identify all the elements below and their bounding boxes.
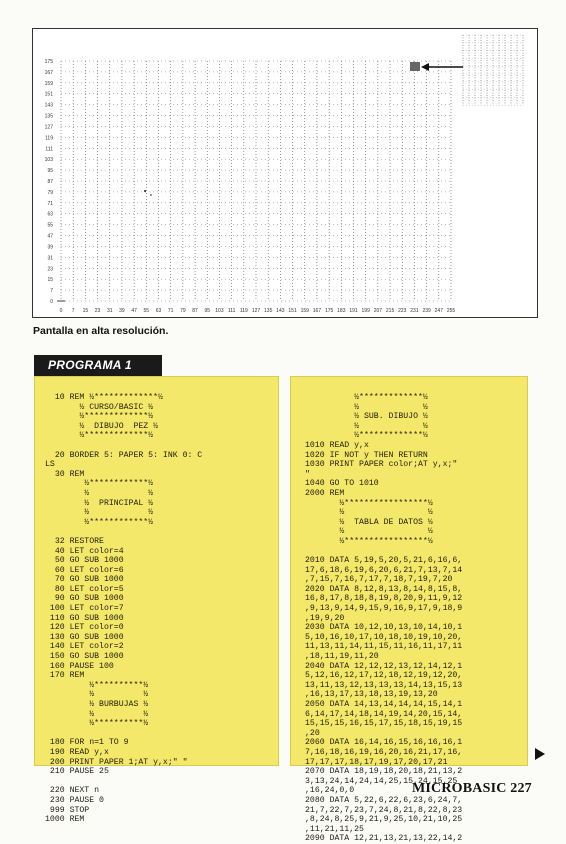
x-tick-label: 31: [106, 308, 113, 314]
x-tick-label: 223: [398, 308, 407, 314]
y-tick-label: 31: [47, 255, 53, 262]
y-tick-label: 151: [44, 91, 53, 98]
x-tick-label: 215: [385, 308, 395, 314]
coordinate-grid: [33, 29, 539, 319]
y-tick-label: 87: [47, 179, 53, 185]
x-tick-label: 39: [119, 308, 125, 314]
y-tick-label: 7: [50, 288, 53, 295]
page-footer: MICROBASIC 227: [412, 781, 532, 796]
x-tick-label: 231: [410, 308, 419, 314]
x-tick-label: 127: [251, 308, 261, 314]
code-listing-left: [34, 376, 279, 825]
x-tick-label: 79: [180, 308, 186, 314]
x-tick-label: 23: [94, 308, 101, 314]
y-tick-label: 15: [47, 277, 53, 284]
y-tick-label: 127: [44, 124, 53, 131]
y-tick-label: 167: [44, 69, 53, 76]
y-tick-label: 119: [45, 135, 53, 142]
highlighted-pixel: [410, 62, 420, 71]
x-tick-label: 207: [373, 308, 383, 314]
y-tick-label: 0: [50, 299, 53, 305]
x-tick-label: 247: [434, 308, 443, 314]
y-tick-label: 111: [45, 146, 53, 153]
y-tick-label: 23: [47, 266, 53, 273]
y-tick-label: 95: [47, 168, 53, 175]
x-tick-label: 47: [131, 308, 137, 314]
code-text-right: ½*************½ ½ ½ ½ SUB. DIBUJO ½ ½ ½ ½*************½ 1010 READ y,x 1020 IF NOT y THEN RETURN 1030 PRINT PAPER color;AT y,x;" " 1040 GO TO 1010 2000 REM ½*****************½ ½ ½ ½ TABLA DE DATOS ½ ½ ½ ½*****************½ 2010 DATA 5,19,5,20,5,21,6,16,6, 17,6,18,6,19,6,20,6,21,7,13,7,14 ,7,15,7,16,7,17,7,18,7,19,7,20 2020 DATA 8,12,8,13,8,14,8,15,8, 16,8,17,8,18,8,19,8,20,9,11,9,12 ,9,13,9,14,9,15,9,16,9,17,9,18,9 ,19,9,20 2030 DATA 10,12,10,13,10,14,10,1 5,10,16,10,17,10,18,10,19,10,20, 11,13,11,14,11,15,11,16,11,17,11 ,18,11,19,11,20 2040 DATA 12,12,12,13,12,14,12,1 5,12,16,12,17,12,18,12,19,12,20, 13,11,13,12,13,13,13,14,13,15,13 ,16,13,17,13,18,13,19,13,20 2050 DATA 14,13,14,14,14,15,14,1 6,14,17,14,18,14,19,14,20,15,14, 15,15,15,16,15,17,15,18,15,19,15 ,20 2060 DATA 16,14,16,15,16,16,16,1 7,16,18,16,19,16,20,16,21,17,16, 17,17,17,18,17,19,17,20,17,21 2070 DATA 18,19,18,20,18,21,13,2 3,13,24,14,24,14,25,15,24,15,25 ,16,24,0,0 2080 DATA 5,22,6,22,6,23,6,24,7, 21,7,22,7,23,7,24,8,21,8,22,8,23 ,8,24,8,25,9,21,9,25,10,21,10,25 ,11,21,11,25 2090 DATA 12,21,13,21,13,22,14,2: [305, 393, 463, 844]
y-tick-label: 71: [47, 200, 53, 207]
x-tick-label: 255: [446, 308, 456, 314]
high-resolution-grid-figure: [32, 28, 538, 318]
x-tick-label: 199: [361, 308, 370, 314]
x-tick-label: 87: [192, 308, 198, 314]
figure-caption: Pantalla en alta resolución.: [33, 325, 169, 337]
x-tick-label: 119: [239, 308, 248, 314]
x-tick-label: 71: [167, 308, 174, 314]
program-label: PROGRAMA 1: [34, 355, 162, 376]
x-tick-label: 15: [82, 308, 89, 314]
x-tick-label: 63: [155, 308, 162, 314]
x-tick-label: 103: [215, 308, 224, 314]
x-tick-label: 191: [349, 308, 358, 314]
y-tick-label: 39: [47, 244, 53, 251]
x-tick-label: 143: [276, 308, 285, 314]
y-tick-label: 79: [47, 189, 53, 196]
x-tick-label: 175: [324, 308, 334, 314]
x-tick-label: 111: [227, 308, 236, 314]
code-text-left: 10 REM ½*************½ ½ CURSO/BASIC ½ ½*************½ ½ DIBUJO PEZ ½ ½*************½ 20 BORDER 5: PAPER 5: INK 0: C LS 30 REM ½************½ ½ ½ ½ PRINCIPAL ½ ½ ½ ½************½ 32 RESTORE 40 LET color=4 50 GO SUB 1000 60 LET color=6 70 GO SUB 1000 80 LET color=5 90 GO SUB 1000 100 LET color=7 110 GO SUB 1000 120 LET color=0 130 GO SUB 1000 140 LET color=2 150 GO SUB 1000 160 PAUSE 100 170 REM ½**********½ ½ ½ ½ BURBUJAS ½ ½ ½ ½**********½ 180 FOR n=1 TO 9 190 READ y,x 200 PRINT PAPER 1;AT y,x;" " 210 PAUSE 25 220 NEXT n 230 PAUSE 0 999 STOP 1000 REM: [45, 393, 203, 825]
continue-arrow-icon: [535, 748, 545, 760]
x-tick-label: 151: [288, 308, 297, 314]
x-tick-label: 0: [59, 308, 63, 314]
y-tick-label: 135: [44, 113, 53, 120]
x-tick-label: 55: [143, 308, 150, 314]
x-tick-label: 7: [71, 308, 75, 314]
y-tick-label: 175: [44, 59, 53, 65]
stray-dot: [150, 194, 152, 196]
y-tick-label: 47: [47, 233, 53, 240]
pointer-arrow-head-icon: [421, 63, 429, 71]
x-tick-label: 183: [337, 308, 346, 314]
y-tick-label: 159: [44, 80, 53, 87]
x-tick-label: 167: [312, 308, 322, 314]
x-tick-label: 95: [204, 308, 211, 314]
y-tick-label: 143: [44, 102, 53, 109]
stray-dot: [144, 190, 146, 192]
y-tick-label: 63: [47, 211, 53, 218]
x-tick-label: 135: [264, 308, 273, 314]
y-tick-label: 103: [44, 157, 53, 164]
y-tick-label: 55: [47, 222, 53, 229]
x-tick-label: 159: [300, 308, 309, 314]
x-tick-label: 239: [422, 308, 431, 314]
